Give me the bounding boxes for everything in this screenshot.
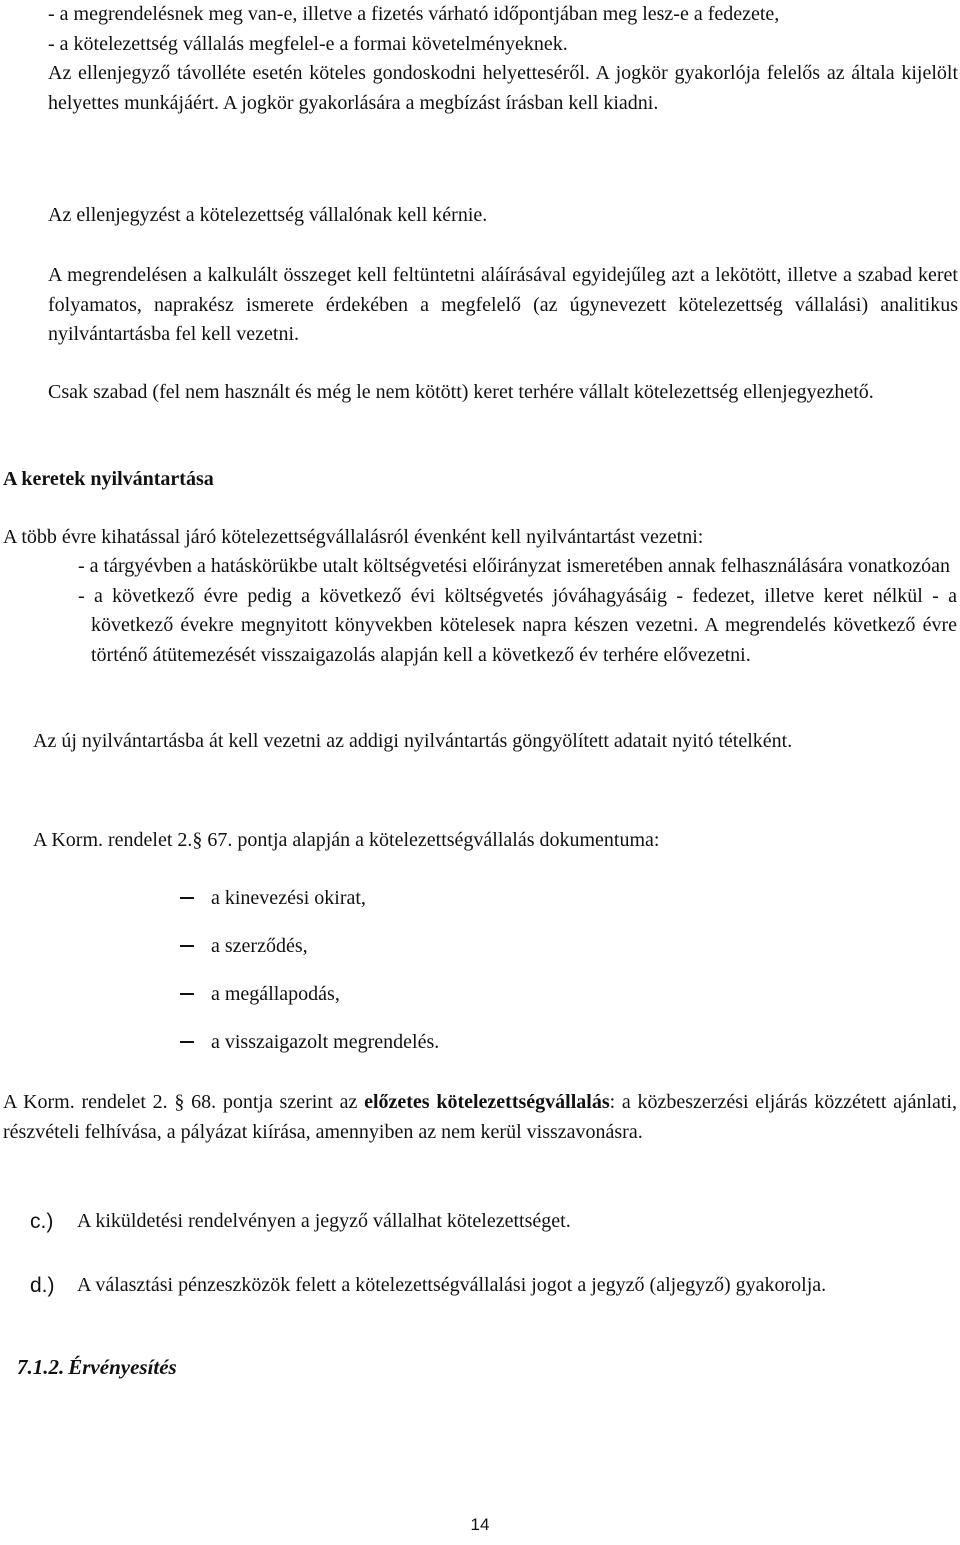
request-paragraph: Az ellenjegyzést a kötelezettség vállalónak kell kérnie. [48,204,488,226]
deputy-paragraph: Az ellenjegyző távolléte esetén köteles gondoskodni helyetteséről. A jogkör gyakorlója felelős az általa kijelölt helyettes munkájáért. A jogkör gyakorlására a megbízást írásban kell kiadni. [48,62,958,114]
dash-bullet-icon [180,993,194,995]
dash-bullet-icon [180,897,194,899]
item-letter: c.) [30,1210,54,1233]
dash-bullet-icon [180,1041,194,1043]
page-number: 14 [470,1515,490,1534]
lettered-item-c [30,1207,957,1237]
list-item: a szerződés, [180,922,880,970]
document-type-list [180,874,880,1066]
lettered-item-d [30,1271,957,1301]
list-item: a megállapodás, [180,970,880,1018]
list-item: - a következő évre pedig a következő évi költségvetés jóváhagyásáig - fedezet, illetve keret nélkül - a következő évekre megnyitott könyvekben kötelesek napra készen vezetni. A megrendelés következő évre történő átütemezését visszaigazolás alapján kell a következő év terhére elővezetni. [78,584,957,666]
list-item: - a tárgyévben a hatáskörükbe utalt költségvetési előirányzat ismeretében annak felhasználására vonatkozóan [78,555,951,577]
intro-list [48,0,958,118]
list-item: a kinevezési okirat, [180,874,880,922]
item-text: A kiküldetési rendelvényen a jegyző vállalhat kötelezettséget. [77,1210,571,1232]
item-text: A választási pénzeszközök felett a kötelezettségvállalási jogot a jegyző (aljegyző) gyakorolja. [77,1274,827,1296]
free-frame-paragraph: Csak szabad (fel nem használt és még le nem kötött) keret terhére vállalt kötelezettség ellenjegyezhető. [48,381,874,403]
multi-year-intro: A több évre kihatással járó kötelezettségvállalásról évenként kell nyilvántartást vezetni: [3,526,704,548]
calculation-paragraph: A megrendelésen a kalkulált összeget kell feltüntetni aláírásával egyidejűleg azt a lekötött, illetve a szabad keret folyamatos, naprakész ismerete érdekében a megfelelő (az úgynevezett kötelezettség vállalási) analitikus nyilvántartásba fel kell vezetni. [48,264,958,345]
subsection-title: Érvényesítés [68,1355,177,1379]
dash-bullet-icon [180,945,194,947]
bold-term: előzetes kötelezettségvállalás [364,1091,610,1113]
section-heading: A keretek nyilvántartása [3,468,214,490]
item-letter: d.) [30,1274,55,1297]
list-item: - a kötelezettség vállalás megfelel-e a formai követelményeknek. [48,32,568,55]
multi-year-list [78,552,957,670]
korm-67-paragraph: A Korm. rendelet 2.§ 67. pontja alapján a kötelezettségvállalás dokumentuma: [33,829,660,851]
subsection-heading [17,1353,177,1383]
new-register-paragraph: Az új nyilvántartásba át kell vezetni az addigi nyilvántartás göngyölített adatait nyitó tételként. [33,730,793,752]
list-item: a visszaigazolt megrendelés. [180,1018,880,1066]
korm-68-paragraph: A Korm. rendelet 2. § 68. pontja szerint az előzetes kötelezettségvállalás: a közbeszerzési eljárás közzétett ajánlati, részvételi felhívása, a pályázat kiírása, amennyiben az nem kerül visszavonásra. [3,1091,957,1143]
subsection-number: 7.1.2. [17,1355,65,1379]
list-item: - a megrendelésnek meg van-e, illetve a fizetés várható időpontjában meg lesz-e a fedezete, [48,3,780,25]
